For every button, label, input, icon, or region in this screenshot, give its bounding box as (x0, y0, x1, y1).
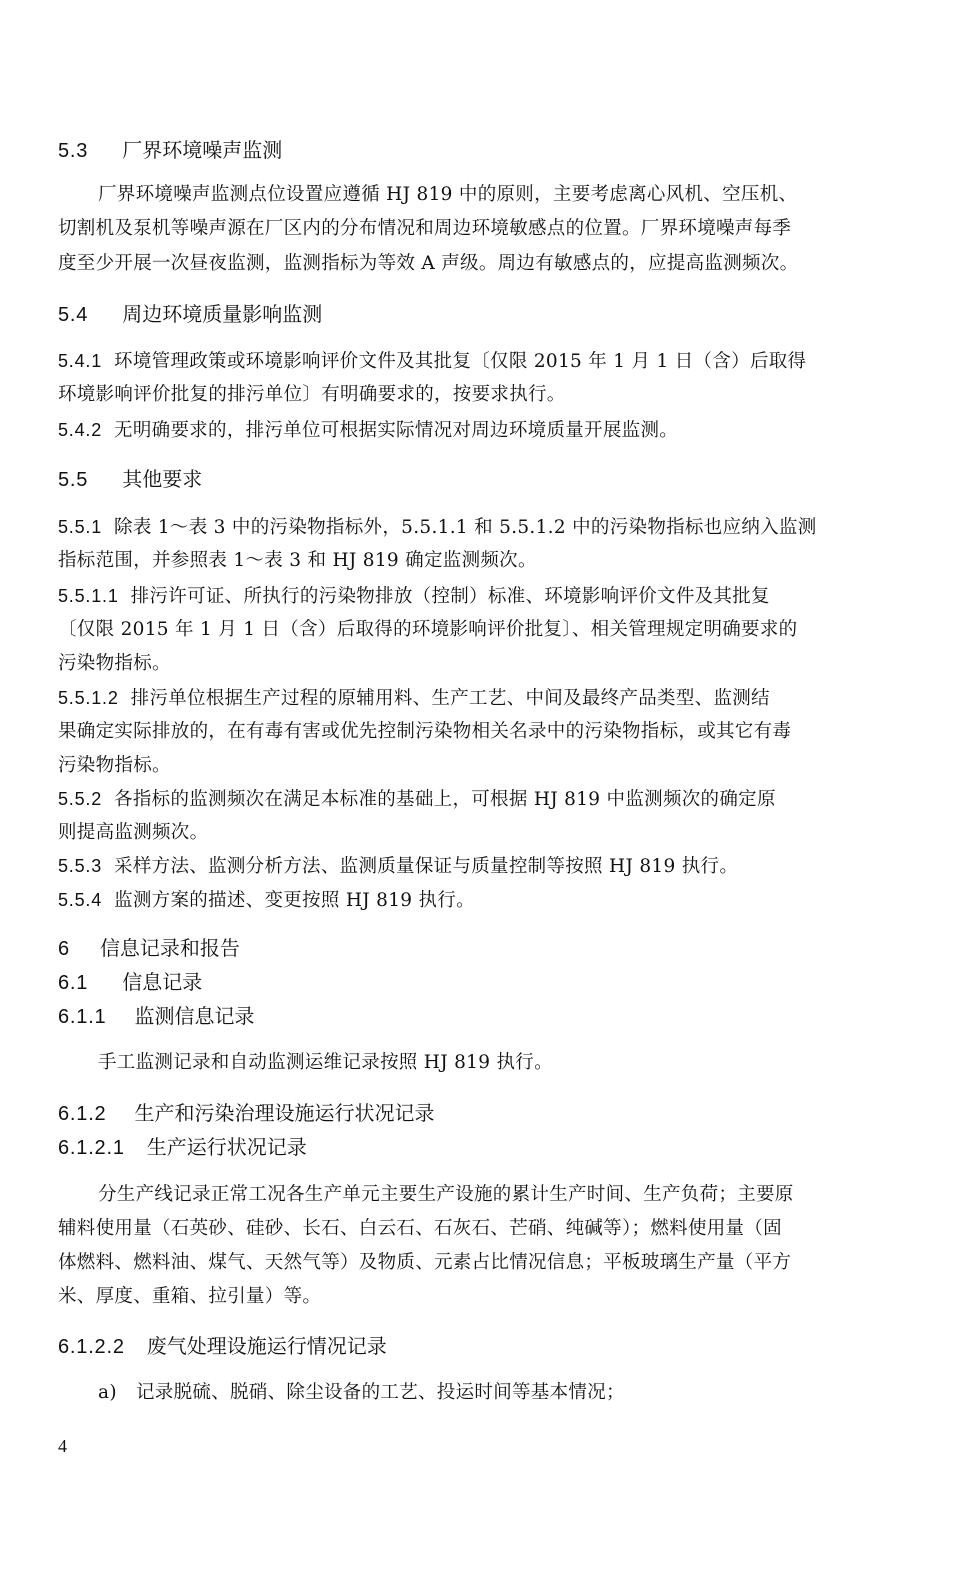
clause-5-5-4 (58, 891, 475, 911)
clause-text: 采样方法、监测分析方法、监测质量保证与质量控制等按照 HJ 819 执行。 (114, 856, 739, 877)
section-number: 6.1.2.2 (58, 1336, 125, 1358)
clause-number: 5.5.3 (58, 856, 103, 876)
paragraph-line: 污染物指标。 (58, 653, 171, 674)
section-number: 6.1 (58, 972, 89, 994)
section-heading-6 (58, 938, 240, 959)
section-number: 5.5 (58, 469, 89, 491)
section-title: 信息记录和报告 (99, 936, 240, 960)
paragraph-line: 体燃料、燃料油、煤气、天然气等）及物质、元素占比情况信息；平板玻璃生产量（平方 (58, 1252, 792, 1273)
list-item-a (98, 1384, 625, 1403)
section-heading-6-1 (58, 972, 202, 993)
section-heading-6-1-2-1 (58, 1137, 307, 1158)
clause-text: 排污许可证、所执行的污染物排放（控制）标准、环境影响评价文件及其批复 (130, 586, 770, 607)
section-heading-5-5 (58, 469, 202, 490)
paragraph-line: 污染物指标。 (58, 755, 171, 776)
section-title: 信息记录 (122, 970, 203, 994)
section-title: 生产运行状况记录 (146, 1135, 307, 1159)
section-number: 6.1.2 (58, 1103, 107, 1125)
section-number: 5.3 (58, 140, 89, 162)
clause-number: 5.5.1.1 (58, 586, 119, 606)
paragraph-line: 手工监测记录和自动监测运维记录按照 HJ 819 执行。 (98, 1052, 553, 1073)
section-title: 厂界环境噪声监测 (122, 138, 283, 162)
paragraph-line: 度至少开展一次昼夜监测，监测指标为等效 A 声级。周边有敏感点的，应提高监测频次。 (58, 253, 799, 274)
paragraph-line: 环境影响评价批复的排污单位〕有明确要求的，按要求执行。 (58, 384, 566, 405)
clause-number: 5.4.2 (58, 420, 103, 440)
paragraph-line: 则提高监测频次。 (58, 822, 209, 843)
section-number: 5.4 (58, 304, 89, 326)
section-heading-5-4 (58, 304, 322, 325)
clause-text: 无明确要求的，排污单位可根据实际情况对周边环境质量开展监测。 (114, 420, 679, 441)
clause-5-5-3 (58, 857, 738, 877)
section-heading-5-3 (58, 140, 282, 161)
clause-text: 监测方案的描述、变更按照 HJ 819 执行。 (114, 890, 475, 911)
page-number: 4 (58, 1436, 67, 1456)
paragraph-line: 果确定实际排放的，在有毒有害或优先控制污染物相关名录中的污染物指标，或其它有毒 (58, 721, 792, 742)
paragraph-line: 〔仅限 2015 年 1 月 1 日（含）后取得的环境影响评价批复〕、相关管理规定明确要求的 (58, 619, 798, 640)
section-title: 生产和污染治理设施运行状况记录 (134, 1101, 435, 1125)
section-heading-6-1-1 (58, 1006, 254, 1027)
clause-5-5-2 (58, 790, 776, 810)
paragraph-line: 厂界环境噪声监测点位设置应遵循 HJ 819 中的原则，主要考虑离心风机、空压机、 (98, 184, 798, 205)
paragraph-line: 指标范围，并参照表 1～表 3 和 HJ 819 确定监测频次。 (58, 550, 537, 571)
clause-number: 5.5.2 (58, 789, 103, 809)
section-title: 其他要求 (122, 467, 203, 491)
clause-text: 环境管理政策或环境影响评价文件及其批复〔仅限 2015 年 1 月 1 日（含）后取得 (114, 351, 807, 372)
section-heading-6-1-2-2 (58, 1336, 387, 1357)
clause-text: 排污单位根据生产过程的原辅用料、生产工艺、中间及最终产品类型、监测结 (130, 688, 770, 709)
clause-5-4-1 (58, 352, 806, 372)
section-number: 6.1.1 (58, 1006, 107, 1028)
clause-5-5-1 (58, 518, 817, 538)
clause-text: 除表 1～表 3 中的污染物指标外，5.5.1.1 和 5.5.1.2 中的污染物指标也应纳入监测 (114, 517, 817, 538)
clause-number: 5.5.4 (58, 890, 103, 910)
paragraph-line: 米、厚度、重箱、拉引量）等。 (58, 1286, 322, 1307)
section-title: 废气处理设施运行情况记录 (146, 1334, 387, 1358)
paragraph-line: 分生产线记录正常工况各生产单元主要生产设施的累计生产时间、生产负荷；主要原 (98, 1184, 794, 1205)
section-number: 6 (58, 938, 70, 960)
clause-number: 5.5.1 (58, 517, 103, 537)
clause-number: 5.5.1.2 (58, 688, 119, 708)
clause-text: 各指标的监测频次在满足本标准的基础上，可根据 HJ 819 中监测频次的确定原 (114, 789, 776, 810)
clause-5-5-1-2 (58, 689, 770, 709)
section-title: 周边环境质量影响监测 (122, 302, 323, 326)
section-number: 6.1.2.1 (58, 1137, 125, 1159)
list-item-label: a) (98, 1382, 117, 1403)
clause-5-4-2 (58, 421, 678, 441)
list-item-text: 记录脱硫、脱硝、除尘设备的工艺、投运时间等基本情况； (136, 1382, 625, 1403)
paragraph-line: 切割机及泵机等噪声源在厂区内的分布情况和周边环境敏感点的位置。厂界环境噪声每季 (58, 218, 792, 239)
section-title: 监测信息记录 (134, 1004, 255, 1028)
clause-5-5-1-1 (58, 587, 770, 607)
paragraph-line: 辅料使用量（石英砂、硅砂、长石、白云石、石灰石、芒硝、纯碱等）；燃料使用量（固 (58, 1218, 782, 1239)
clause-number: 5.4.1 (58, 351, 103, 371)
section-heading-6-1-2 (58, 1103, 434, 1124)
